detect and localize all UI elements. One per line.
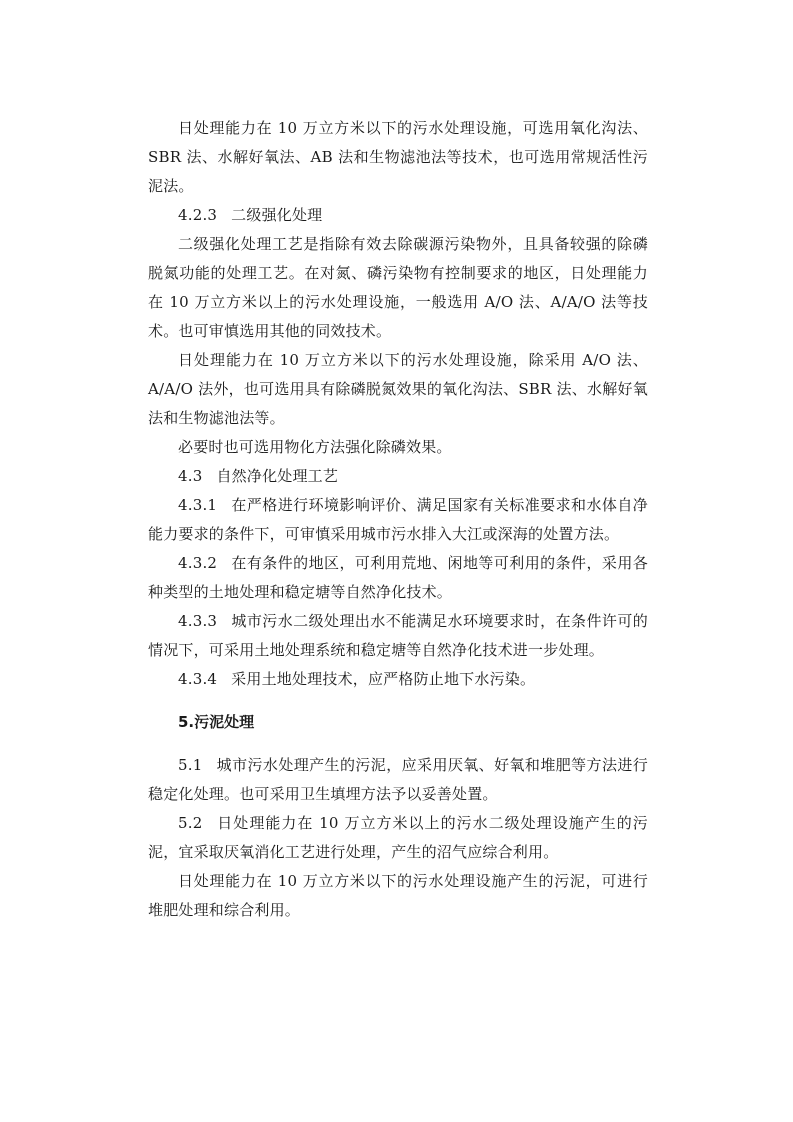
section-number: 4.3	[178, 467, 203, 485]
paragraph-text: 必要时也可选用物化方法强化除磷效果。	[178, 438, 452, 456]
paragraph-text: 日处理能力在 10 万立方米以下的污水处理设施，可选用氧化沟法、SBR 法、水解好氧法、AB 法和生物滤池法等技术，也可选用常规活性污泥法。	[148, 119, 648, 195]
paragraph-text: 日处理能力在 10 万立方米以下的污水处理设施产生的污泥，可进行堆肥处理和综合利用。	[148, 872, 648, 919]
subsection-heading-4-2-3	[148, 201, 648, 230]
paragraph-physicochemical-note	[148, 433, 648, 462]
paragraph-small-facility-sludge	[148, 867, 648, 925]
clause-number: 4.3.1	[178, 496, 218, 514]
clause-number: 4.3.2	[178, 554, 218, 572]
clause-4-3-1	[148, 491, 648, 549]
subsection-heading-4-3	[148, 462, 648, 491]
paragraph-text: 二级强化处理工艺是指除有效去除碳源污染物外，且具备较强的除磷脱氮功能的处理工艺。在对氮、磷污染物有控制要求的地区，日处理能力在 10 万立方米以上的污水处理设施，一般选用 A/O 法、A/A/O 法等技术。也可审慎选用其他的同效技术。	[148, 235, 648, 340]
section-heading-sludge-treatment: 5.污泥处理	[178, 713, 255, 731]
clause-number: 5.2	[178, 814, 203, 832]
paragraph-small-facility-enhanced	[148, 346, 648, 433]
section-number: 4.2.3	[178, 206, 218, 224]
clause-number: 4.3.4	[178, 670, 218, 688]
paragraph-enhanced-secondary-definition	[148, 230, 648, 346]
clause-4-3-3	[148, 607, 648, 665]
clause-text: 在有条件的地区，可利用荒地、闲地等可利用的条件，采用各种类型的土地处理和稳定塘等自然净化技术。	[148, 554, 648, 601]
paragraph-small-facility-options	[148, 114, 648, 201]
clause-5-2	[148, 809, 648, 867]
clause-4-3-4	[148, 665, 648, 694]
clause-text: 城市污水二级处理出水不能满足水环境要求时，在条件许可的情况下，可采用土地处理系统和稳定塘等自然净化技术进一步处理。	[148, 612, 648, 659]
clause-5-1	[148, 751, 648, 809]
paragraph-text: 日处理能力在 10 万立方米以下的污水处理设施，除采用 A/O 法、A/A/O 法外，也可选用具有除磷脱氮效果的氧化沟法、SBR 法、水解好氧法和生物滤池法等。	[148, 351, 648, 427]
clause-number: 5.1	[178, 756, 203, 774]
clause-text: 日处理能力在 10 万立方米以上的污水二级处理设施产生的污泥，宜采取厌氧消化工艺进行处理，产生的沼气应综合利用。	[148, 814, 648, 861]
clause-number: 4.3.3	[178, 612, 218, 630]
clause-4-3-2	[148, 549, 648, 607]
clause-text: 城市污水处理产生的污泥，应采用厌氧、好氧和堆肥等方法进行稳定化处理。也可采用卫生填埋方法予以妥善处置。	[148, 756, 648, 803]
clause-text: 在严格进行环境影响评价、满足国家有关标准要求和水体自净能力要求的条件下，可审慎采用城市污水排入大江或深海的处置方法。	[148, 496, 648, 543]
clause-text: 采用土地处理技术，应严格防止地下水污染。	[231, 670, 536, 688]
section-title: 二级强化处理	[231, 206, 323, 224]
section-title: 自然净化处理工艺	[216, 467, 339, 485]
document-page	[148, 114, 648, 925]
